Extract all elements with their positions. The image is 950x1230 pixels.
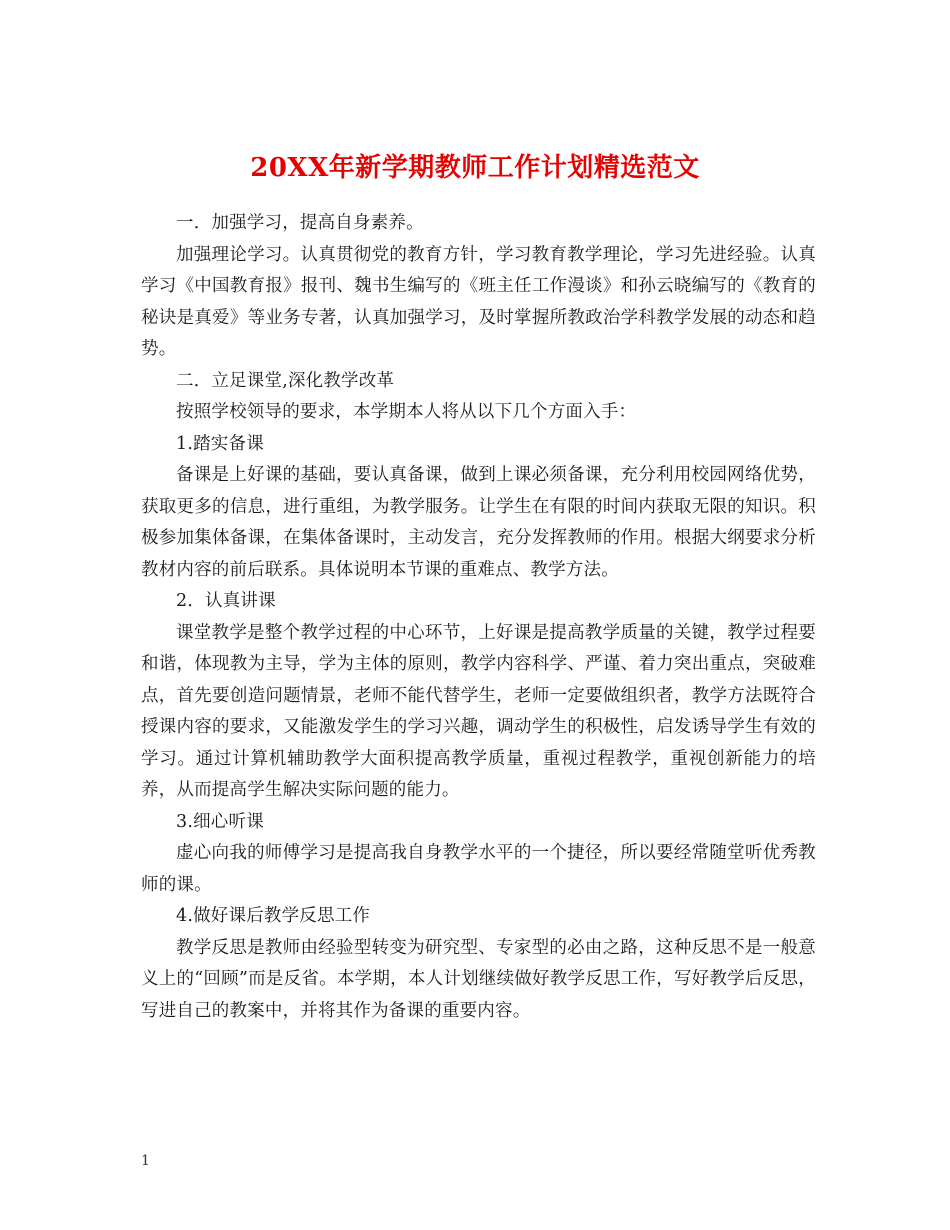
paragraph: 课堂教学是整个教学过程的中心环节，上好课是提高教学质量的关键，教学过程要和谐，体现教为主导，学为主体的原则，教学内容科学、严谨、着力突出重点，突破难点，首先要创造问题情景，老师不能代替学生，老师一定要做组织者，教学方法既符合授课内容的要求，又能激发学生的学习兴趣，调动学生的积极性，启发诱导学生有效的学习。通过计算机辅助教学大面积提高教学质量，重视过程教学，重视创新能力的培养，从而提高学生解决实际问题的能力。 [141,622,816,800]
document-title: 20XX年新学期教师工作计划精选范文 [250,153,700,184]
paragraph: 二．立足课堂,深化教学改革 [176,370,395,391]
paragraph: 一．加强学习，提高自身素养。 [176,213,424,233]
paragraph: 4.做好课后教学反思工作 [176,906,371,926]
paragraph: 教学反思是教师由经验型转变为研究型、专家型的必由之路，这种反思不是一般意义上的“回顾”而是反省。本学期，本人计划继续做好教学反思工作，写好教学后反思，写进自己的教案中，并将其作为备课的重要内容。 [141,937,816,1021]
paragraph: 备课是上好课的基础，要认真备课，做到上课必须备课，充分利用校园网络优势，获取更多的信息，进行重组，为教学服务。让学生在有限的时间内获取无限的知识。积极参加集体备课，在集体备课时，主动发言，充分发挥教师的作用。根据大纲要求分析教材内容的前后联系。具体说明本节课的重难点、教学方法。 [141,465,816,580]
paragraph: 2．认真讲课 [176,591,276,611]
paragraph: 虚心向我的师傅学习是提高我自身教学水平的一个捷径，所以要经常随堂听优秀教师的课。 [141,843,816,895]
document-body [141,208,816,1027]
paragraph: 1.踏实备课 [176,433,264,454]
paragraph: 加强理论学习。认真贯彻党的教育方针，学习教育教学理论，学习先进经验。认真学习《中国教育报》报刊、魏书生编写的《班主任工作漫谈》和孙云晓编写的《教育的秘诀是真爱》等业务专著，认真加强学习，及时掌握所教政治学科教学发展的动态和趋势。 [141,244,816,359]
paragraph: 3.细心听课 [176,811,264,832]
page-number: 1 [141,1153,150,1169]
paragraph: 按照学校领导的要求，本学期本人将从以下几个方面入手： [176,402,637,422]
